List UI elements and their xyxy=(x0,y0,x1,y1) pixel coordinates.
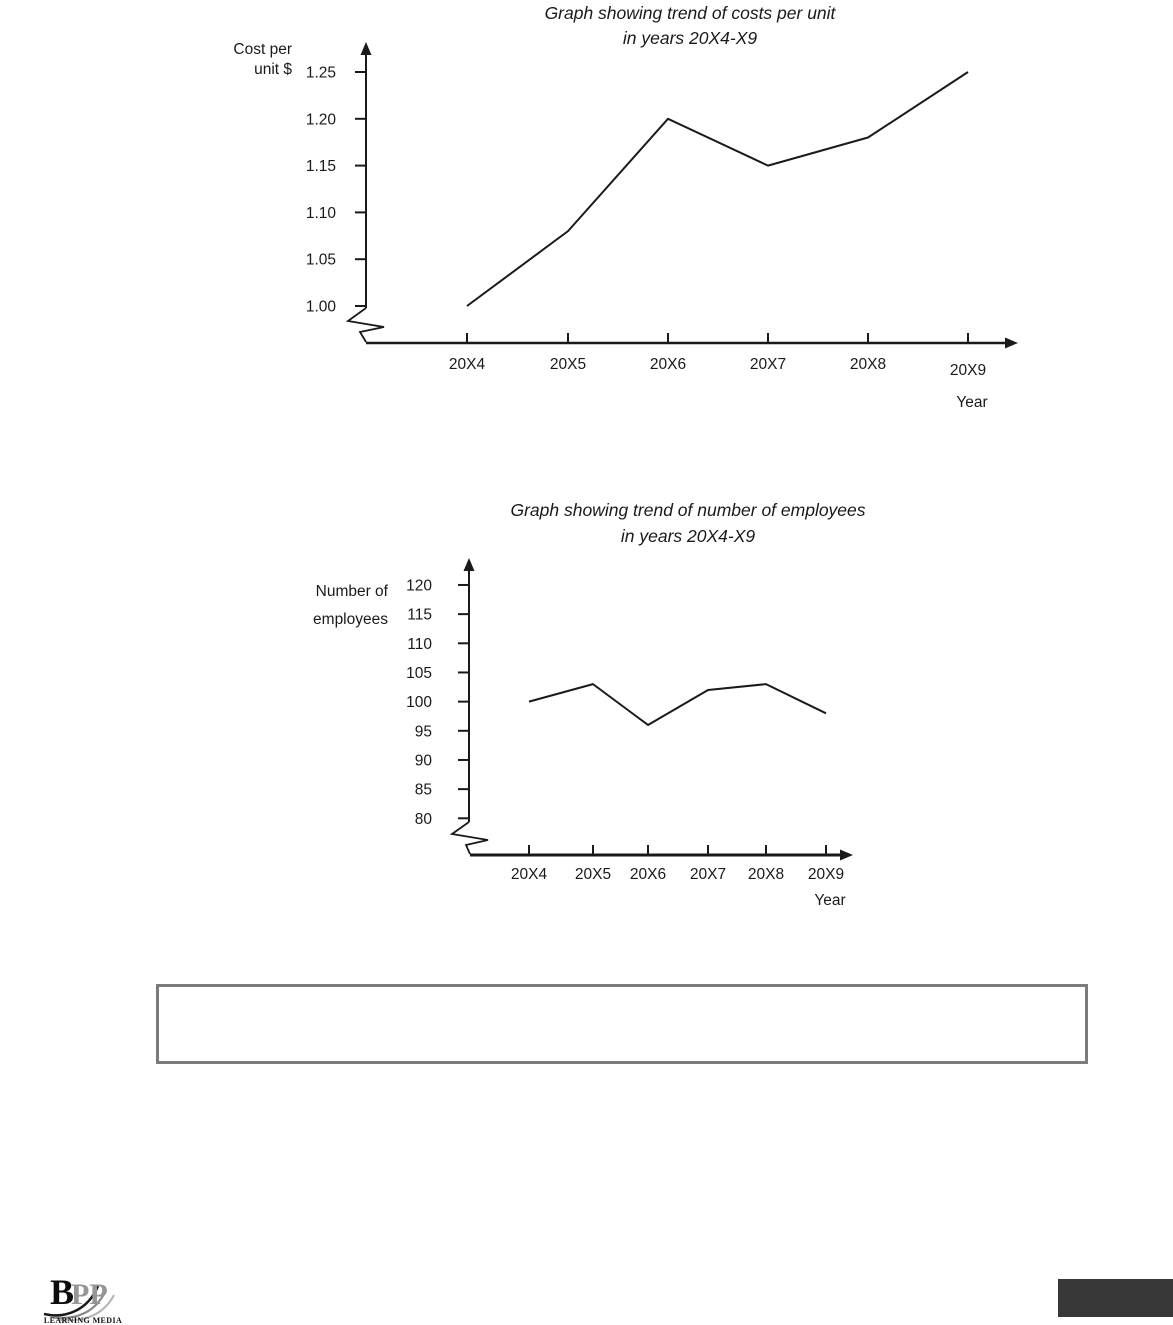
y-axis-label-line2: employees xyxy=(313,611,388,628)
y-axis-label-line2: unit $ xyxy=(254,61,292,78)
y-tick-label: 1.20 xyxy=(305,111,336,129)
x-tick-label: 20X9 xyxy=(807,866,845,883)
y-tick-label: 1.00 xyxy=(305,298,336,316)
axis-break xyxy=(348,308,384,342)
bpp-logo xyxy=(38,1272,128,1325)
y-tick-label: 90 xyxy=(414,752,432,770)
x-axis-arrow xyxy=(1005,338,1018,349)
y-tick-label: 100 xyxy=(406,694,432,712)
y-tick-label: 110 xyxy=(407,635,432,653)
x-tick-label: 20X8 xyxy=(747,866,785,883)
y-axis-label-employees xyxy=(286,578,388,634)
y-tick-label: 1.15 xyxy=(305,158,336,176)
logo-caption: LEARNING MEDIA xyxy=(43,1316,123,1325)
data-line xyxy=(529,684,826,725)
y-tick-label: 1.05 xyxy=(305,251,336,269)
x-tick-label: 20X7 xyxy=(749,356,787,373)
x-axis-arrow xyxy=(840,850,853,861)
y-tick-label: 80 xyxy=(414,810,432,828)
y-tick-label: 85 xyxy=(414,781,432,799)
x-axis-label-costs: Year xyxy=(956,394,988,411)
x-tick-label: 20X7 xyxy=(689,866,727,883)
chart-title-line2: in years 20X4-X9 xyxy=(622,28,758,48)
y-axis-label-line1: Cost per xyxy=(233,41,292,58)
axis-break xyxy=(452,822,488,854)
y-axis-label-line1: Number of xyxy=(315,583,388,600)
y-tick-label: 115 xyxy=(407,606,432,624)
y-tick-label: 1.10 xyxy=(305,204,336,222)
chart-title-employees xyxy=(388,497,988,549)
chart-title-line1: Graph showing trend of costs per unit xyxy=(544,3,836,23)
x-tick-label: 20X4 xyxy=(448,356,486,373)
y-tick-label: 120 xyxy=(406,577,432,595)
x-tick-label: 20X9 xyxy=(949,362,987,379)
logo-letters-pp: PP xyxy=(71,1278,108,1311)
y-tick-label: 105 xyxy=(406,664,432,682)
x-tick-label: 20X6 xyxy=(629,866,667,883)
logo-letters xyxy=(50,1274,108,1318)
page-corner-tab xyxy=(1058,1279,1173,1317)
x-axis-label-employees: Year xyxy=(814,892,846,909)
y-axis-arrow xyxy=(464,558,475,571)
data-line xyxy=(467,72,968,306)
x-tick-label: 20X8 xyxy=(849,356,887,373)
y-tick-label: 1.25 xyxy=(305,64,336,82)
x-tick-label: 20X5 xyxy=(549,356,587,373)
employees-line-chart-canvas xyxy=(406,550,870,890)
x-tick-label: 20X4 xyxy=(510,866,548,883)
y-axis-arrow xyxy=(361,42,372,55)
costs-line-chart-canvas xyxy=(305,30,1030,379)
y-tick-label: 95 xyxy=(414,723,432,741)
chart-title-line2: in years 20X4-X9 xyxy=(620,526,756,546)
answer-box xyxy=(156,984,1088,1064)
x-tick-label: 20X5 xyxy=(574,866,612,883)
logo-letter-b: B xyxy=(50,1272,75,1312)
chart-title-line1: Graph showing trend of number of employees xyxy=(510,500,866,520)
y-axis-label-costs xyxy=(190,40,292,80)
x-tick-label: 20X6 xyxy=(649,356,687,373)
